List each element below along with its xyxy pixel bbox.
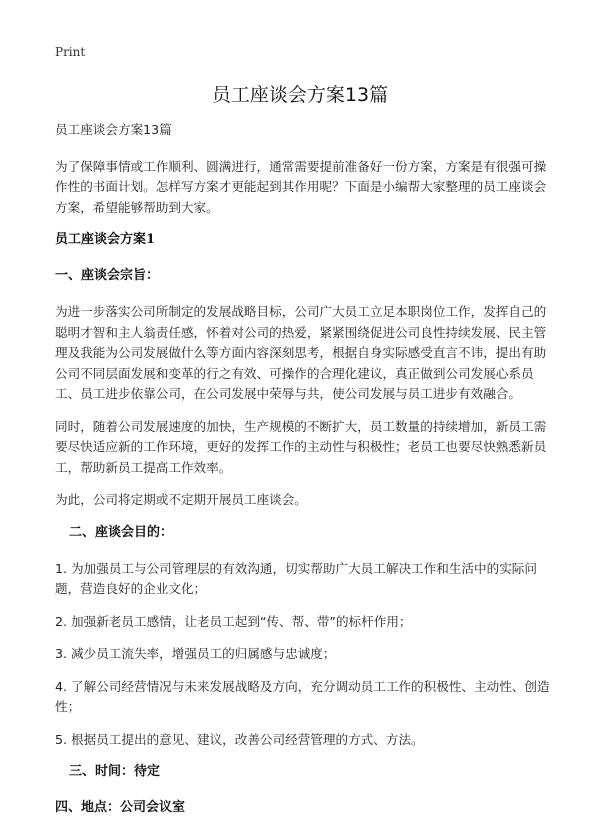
print-label[interactable]: Print — [55, 45, 86, 59]
heading-time: 三、时间：待定 — [69, 764, 161, 779]
list-item: 1. 为加强员工与公司管理层的有效沟通，切实帮助广大员工解决工作和生活中的实际问题，营造良好的企业文化； — [55, 560, 537, 596]
intro-paragraph: 为了保障事情或工作顺利、圆满进行，通常需要提前准备好一份方案，方案是有很强可操作性的书面计划。怎样写方案才更能起到其作用呢？下面是小编帮大家整理的员工座谈会方案，希望能够帮助到大家。 — [55, 158, 547, 215]
document-subtitle: 员工座谈会方案13篇 — [55, 122, 172, 137]
list-item: 3. 减少员工流失率，增强员工的归属感与忠诚度； — [55, 646, 336, 661]
list-item: 4. 了解公司经营情况与未来发展战略及方向，充分调动员工工作的积极性、主动性、创造性； — [55, 678, 550, 714]
list-item: 2. 加强新老员工感情，让老员工起到“传、帮、带”的标杆作用； — [55, 613, 412, 629]
heading-place: 四、地点：公司会议室 — [55, 800, 186, 815]
heading-purpose: 一、座谈会宗旨： — [55, 268, 160, 283]
section-title: 员工座谈会方案1 — [55, 232, 156, 247]
heading-goals: 二、座谈会目的： — [69, 524, 174, 540]
paragraph-1: 为进一步落实公司所制定的发展战略目标，公司广大员工立足本职岗位工作，发挥自己的聪明才智和主人翁责任感，怀着对公司的热爱，紧紧围绕促进公司良性持续发展、民主管理及我能为公司发展做什么等方面内容深刻思考，根据自身实际感受直言不讳，提出有助公司不同层面发展和变革的行之有效、可操作的合理化建议，真正做到公司发展心系员工、员工进步依靠公司，在公司发展中荣辱与共，使公司发展与员工进步有效融合。 — [55, 304, 547, 401]
paragraph-3: 为此，公司将定期或不定期开展员工座谈会。 — [55, 492, 307, 507]
document-content — [55, 120, 557, 834]
paragraph-2: 同时，随着公司发展速度的加快，生产规模的不断扩大，员工数量的持续增加，新员工需要尽快适应新的工作环境，更好的发挥工作的主动性与积极性；老员工也要尽快熟悉新员工，帮助新员工提高工作效率。 — [55, 418, 547, 475]
document-title: 员工座谈会方案13篇 — [211, 84, 389, 106]
goals-list — [55, 559, 557, 751]
list-item: 5. 根据员工提出的意见、建议，改善公司经营管理的方式、方法。 — [55, 731, 424, 747]
